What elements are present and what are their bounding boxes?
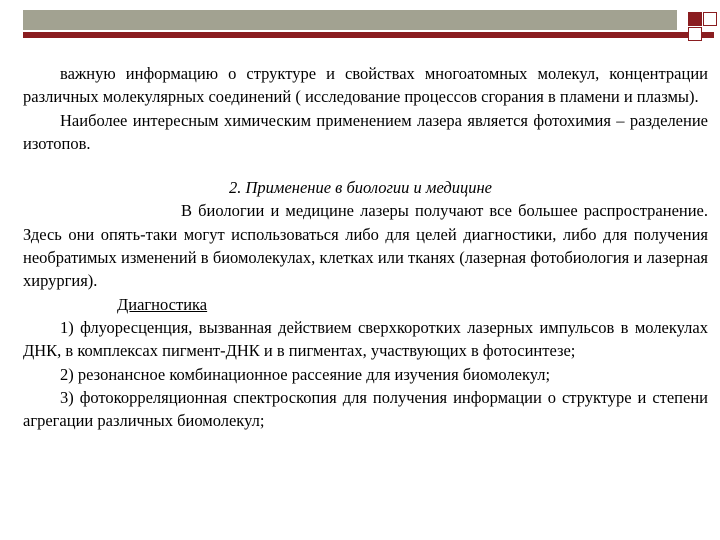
paragraph-photochemistry: Наиболее интересным химическим применением лазера является фотохимия – разделение изотопов. — [23, 110, 708, 153]
document-body — [23, 62, 708, 432]
diagnostics-subheading: Диагностика — [117, 294, 208, 314]
paragraph-biology-intro: В биологии и медицине лазеры получают все большее распространение. Здесь они опять-таки могут использоваться либо для целей диагностики, либо для получения необратимых изменений в биомолекулах, клетках или тканях (лазерная фотобиология и лазерная хирургия). — [23, 201, 708, 291]
section-heading: 2. Применение в биологии и медицине — [229, 178, 492, 198]
paragraph-molecules: важную информацию о структуре и свойствах многоатомных молекул, концентрации различных молекулярных соединений ( исследование процессов сгорания в пламени и плазмы). — [23, 64, 708, 107]
header-bar — [23, 10, 677, 30]
list-item-raman: 2) резонансное комбинационное рассеяние для изучения биомолекул; — [60, 364, 551, 384]
decor-square-outline-1 — [688, 27, 702, 41]
decor-square-filled — [688, 12, 702, 26]
header-accent-rule — [23, 32, 714, 38]
decor-square-outline-2 — [703, 12, 717, 26]
list-item-photocorrelation: 3) фотокорреляционная спектроскопия для получения информации о структуре и степени агрегации различных биомолекул; — [23, 387, 708, 431]
list-item-fluorescence: 1) флуоресценция, вызванная действием сверхкоротких лазерных импульсов в молекулах ДНК, в комплексах пигмент-ДНК и в пигментах, участвующих в фотосинтезе; — [23, 317, 708, 361]
